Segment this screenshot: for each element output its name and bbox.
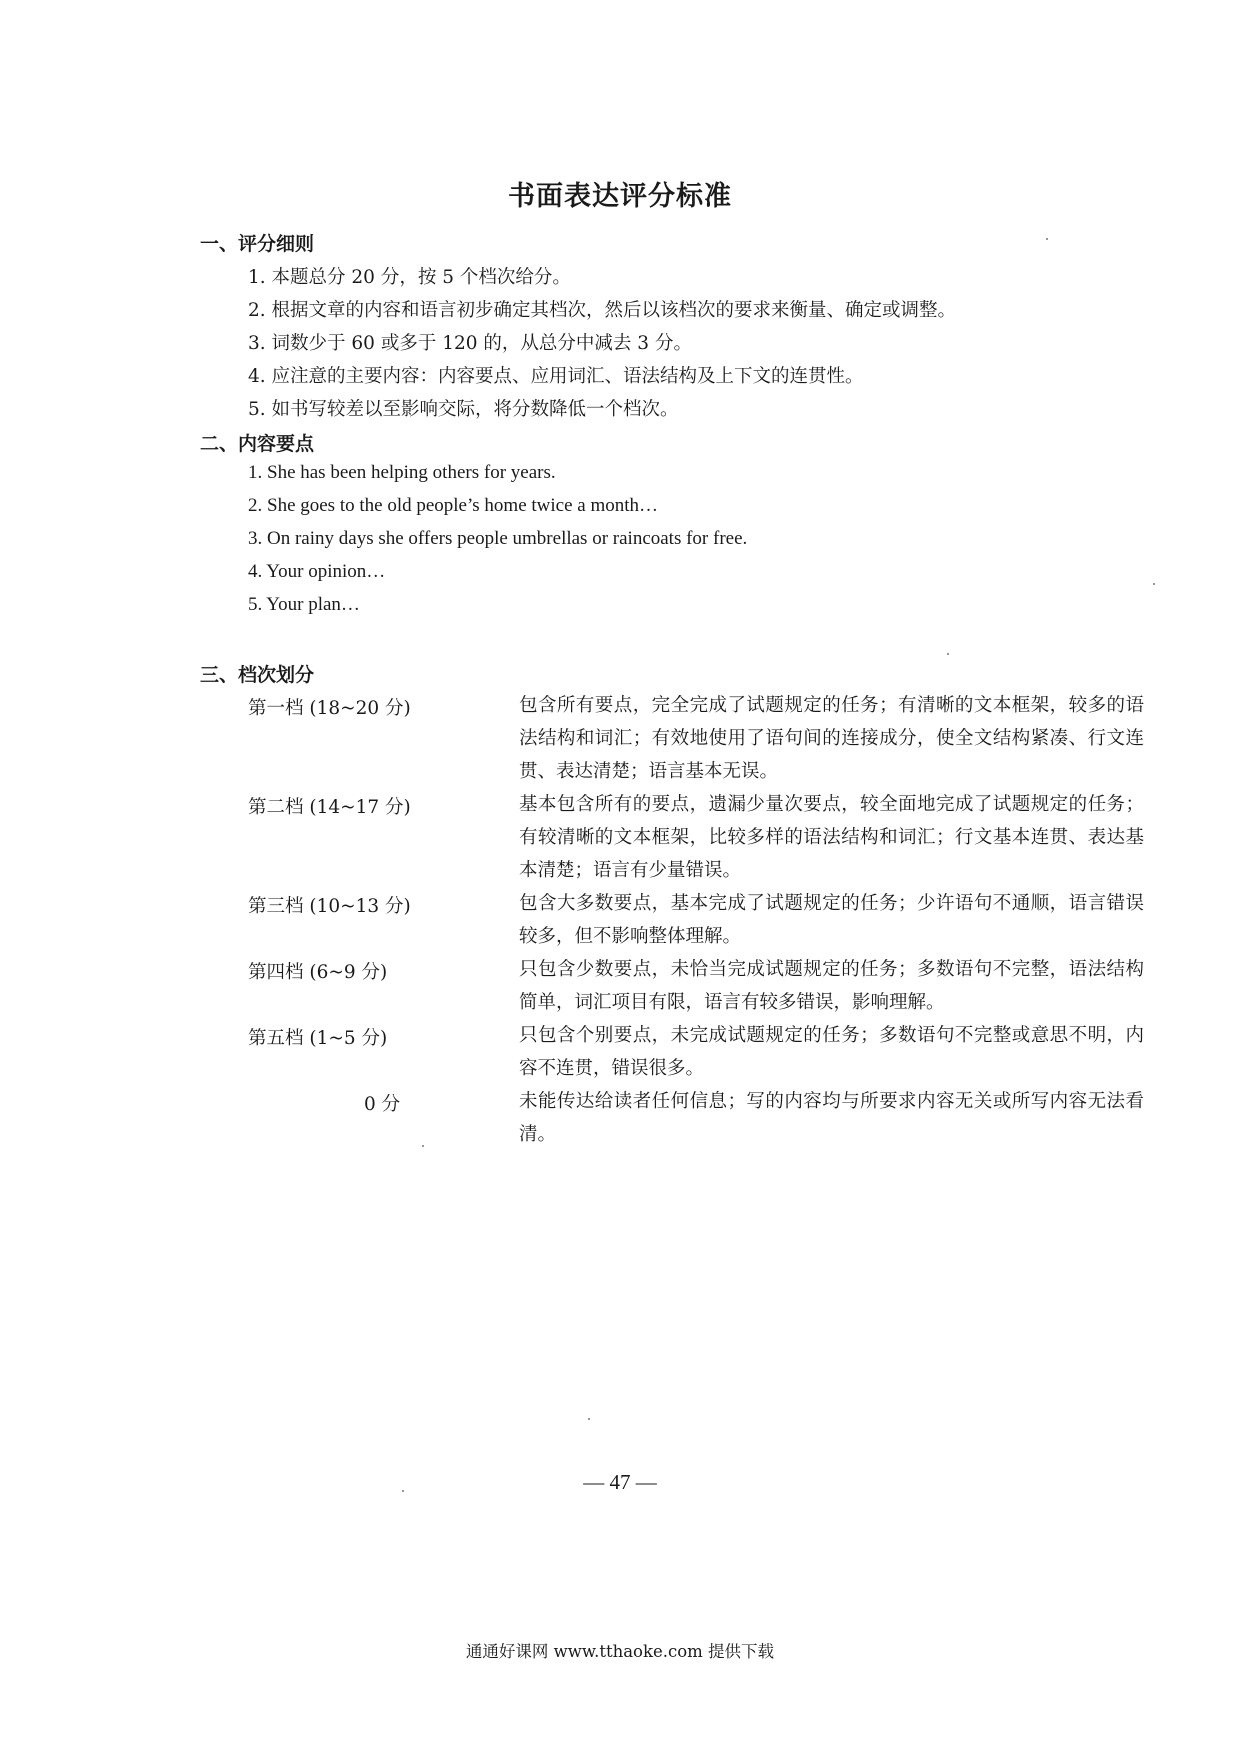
section-heading-grade-levels: 三、档次划分 [200,664,315,686]
scan-speck [422,1145,424,1147]
key-point-item: 1. She has been helping others for years. [248,462,556,483]
grade-description: 基本包含所有的要点，遗漏少量次要点，较全面地完成了试题规定的任务；有较清晰的文本框架，比较多样的语法结构和词汇；行文基本连贯、表达基本清楚；语言有少量错误。 [519,794,1144,881]
key-point-item: 5. Your plan… [248,594,360,615]
grade-label: 第二档 (14~17 分) [248,797,411,818]
grade-description: 包含大多数要点，基本完成了试题规定的任务；少许语句不通顺，语言错误较多，但不影响整体理解。 [519,893,1144,947]
page-number: — 47 — [583,1470,657,1494]
rule-item: 1. 本题总分 20 分，按 5 个档次给分。 [248,267,571,288]
section-heading-key-points: 二、内容要点 [200,433,315,455]
scan-speck [1153,583,1155,585]
key-point-item: 2. She goes to the old people’s home twice a month… [248,495,659,516]
grade-description: 只包含个别要点，未完成试题规定的任务；多数语句不完整或意思不明，内容不连贯，错误很多。 [519,1025,1144,1079]
grade-description: 包含所有要点，完全完成了试题规定的任务；有清晰的文本框架，较多的语法结构和词汇；有效地使用了语句间的连接成分，使全文结构紧凑、行文连贯、表达清楚；语言基本无误。 [519,695,1144,782]
key-point-item: 3. On rainy days she offers people umbrellas or raincoats for free. [248,528,748,549]
grade-label: 第三档 (10~13 分) [248,896,411,917]
rule-item: 5. 如书写较差以至影响交际，将分数降低一个档次。 [248,399,679,420]
key-point-item: 4. Your opinion… [248,561,386,582]
scan-speck [402,1490,404,1492]
rule-item: 2. 根据文章的内容和语言初步确定其档次，然后以该档次的要求来衡量、确定或调整。 [248,300,957,321]
grade-label: 第一档 (18~20 分) [248,698,411,719]
rule-item: 4. 应注意的主要内容：内容要点、应用词汇、语法结构及上下文的连贯性。 [248,366,864,387]
scan-speck [588,1418,590,1420]
scan-speck [947,653,949,655]
grade-label: 0 分 [364,1094,401,1115]
footer-download-note: 通通好课网 www.tthaoke.com 提供下载 [465,1642,775,1661]
grade-description: 只包含少数要点，未恰当完成试题规定的任务；多数语句不完整，语法结构简单，词汇项目有限，语言有较多错误，影响理解。 [519,959,1144,1013]
rule-item: 3. 词数少于 60 或多于 120 的，从总分中减去 3 分。 [248,333,692,354]
scan-speck [1046,238,1048,240]
grade-label: 第四档 (6~9 分) [248,962,388,983]
grade-description: 未能传达给读者任何信息；写的内容均与所要求内容无关或所写内容无法看清。 [519,1091,1144,1145]
grade-label: 第五档 (1~5 分) [248,1028,388,1049]
page-title: 书面表达评分标准 [508,181,732,212]
section-heading-scoring-rules: 一、评分细则 [200,233,315,255]
